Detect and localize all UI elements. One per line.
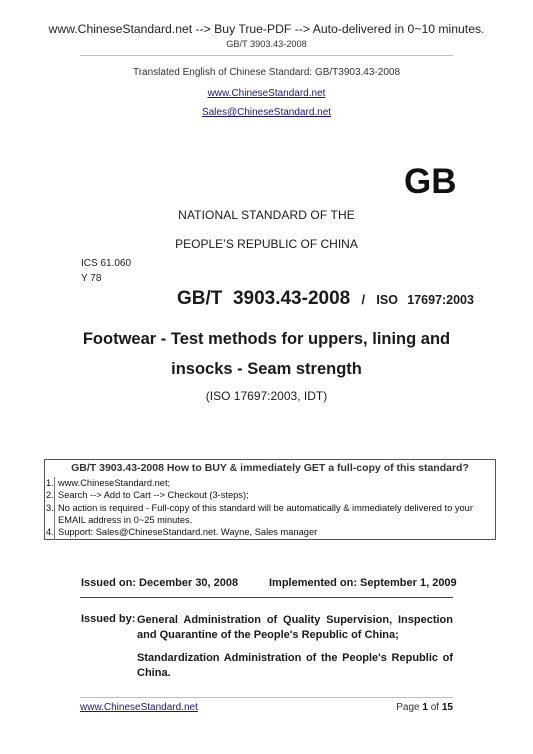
document-title-line2: insocks - Seam strength <box>171 360 362 378</box>
issued-date: Issued on: December 30, 2008 <box>81 577 239 589</box>
website-link[interactable]: www.ChineseStandard.net <box>207 88 326 99</box>
ics-code: ICS 61.060 <box>81 258 132 269</box>
footer-website-link[interactable]: www.ChineseStandard.net <box>80 702 198 713</box>
buy-instructions-box <box>44 459 496 540</box>
national-standard-line1: NATIONAL STANDARD OF THE <box>178 208 355 222</box>
translation-website-row <box>0 88 533 99</box>
header-divider <box>80 55 453 56</box>
translation-note: Translated English of Chinese Standard: GB/T3903.43-2008 <box>132 67 401 78</box>
issuing-organizations <box>137 613 453 689</box>
buy-box-title: GB/T 3903.43-2008 How to BUY & immediately GET a full-copy of this standard? <box>71 462 469 474</box>
list-item: 4. Support: Sales@ChineseStandard.net. Wayne, Sales manager <box>46 527 318 538</box>
dates-divider <box>80 597 453 598</box>
page-indicator: Page 1 of 15 <box>396 702 453 713</box>
email-link[interactable]: Sales@ChineseStandard.net <box>201 107 332 118</box>
header-banner: www.ChineseStandard.net --> Buy True-PDF --> Auto-delivered in 0~10 minutes. <box>48 22 485 36</box>
classification-code: Y 78 <box>81 273 102 284</box>
issuing-org-sac: Standardization Administration of the People's Republic of China. <box>137 652 453 679</box>
header-code: GB/T 3903.43-2008 <box>226 39 307 49</box>
issued-by-label: Issued by: <box>81 613 136 625</box>
list-item: 3. No action is required - Full-copy of this standard will be automatically & immediately delivered to your EMAIL address in 0~25 minutes. <box>46 502 473 525</box>
standard-number <box>177 288 474 310</box>
iso-number: 17697:2003 <box>407 293 474 307</box>
gb-number: GB/T 3903.43-2008 <box>177 288 351 309</box>
translation-email-row <box>0 107 533 118</box>
total-pages: 15 <box>441 702 453 713</box>
national-standard-line2: PEOPLE’S REPUBLIC OF CHINA <box>175 237 358 251</box>
document-title-line1: Footwear - Test methods for uppers, lining and <box>82 330 451 348</box>
issuing-org-aqsiq: General Administration of Quality Supervision, Inspection and Quarantine of the People's Republic of China; <box>137 614 453 641</box>
iso-equivalence: (ISO 17697:2003, IDT) <box>205 389 328 403</box>
footer-divider <box>80 697 453 698</box>
gb-logo: GB <box>404 162 457 201</box>
current-page: 1 <box>422 702 428 713</box>
iso-prefix: ISO <box>376 293 398 307</box>
list-item: 2. Search --> Add to Cart --> Checkout (3-steps); <box>46 490 249 501</box>
implemented-date: Implemented on: September 1, 2009 <box>269 577 457 589</box>
list-item: 1. www.ChineseStandard.net; <box>46 478 171 488</box>
buy-steps-list <box>45 477 493 538</box>
number-separator: / <box>361 292 366 307</box>
